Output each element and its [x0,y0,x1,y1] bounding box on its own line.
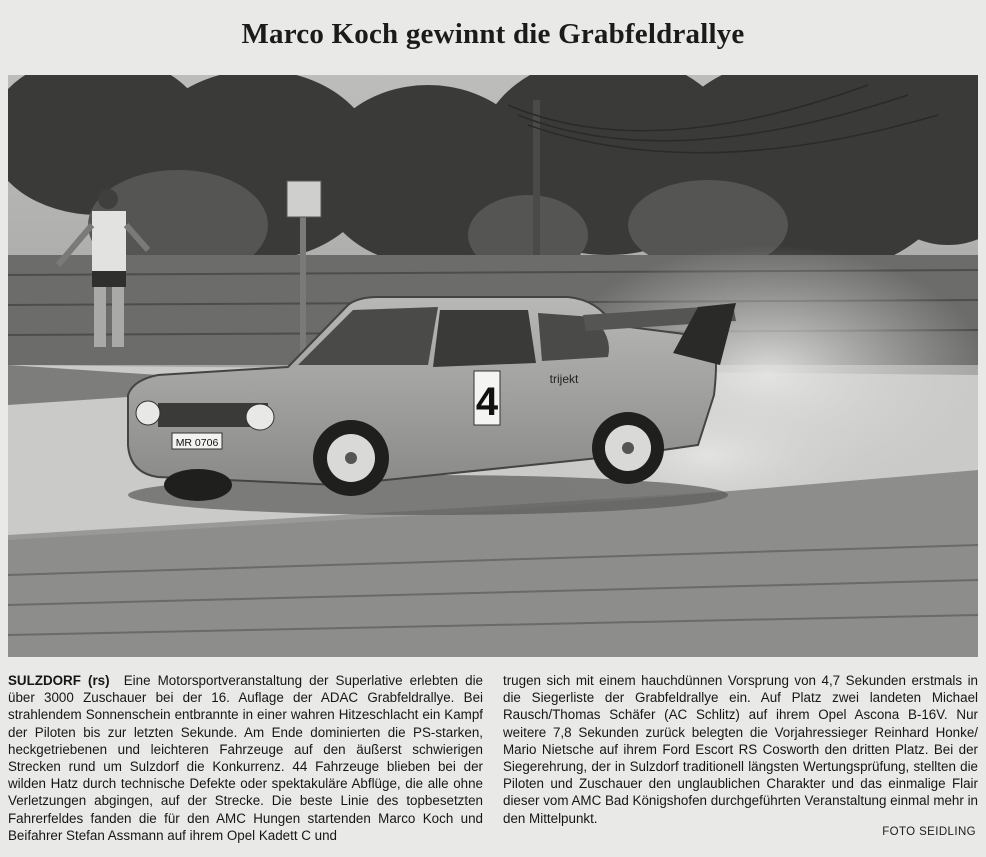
rally-car-photo [8,75,978,657]
article-text-left: Eine Motorsportveranstaltung der Superlative erlebten die über 3000 Zuschauer bei der 16. Auflage der ADAC Grabfeldrallye. Bei strahlendem Sonnenschein entbrannte in einer wahren Hitzeschlacht ein Kampf der Piloten bis zur letzten Sekunde. Am Ende dominierten die PS-starken, heckgetriebenen und leichteren Fahrzeuge auf den äußerst schwierigen Strecken rund um Sulzdorf die Konkurrenz. 44 Fahrzeuge blieben bei der wilden Hatz durch technische Defekte oder spektakuläre Abflüge, die alle ohne Verletzungen abgingen, auf der Strecke. Die beste Linie des topbesetzten Fahrerfeldes fanden die für den AMC Hungen startenden Marco Koch und Beifahrer Stefan Assmann auf ihrem Opel Kadett C und [8,673,483,843]
article-dateline: SULZDORF (rs) [8,673,110,688]
article-headline: Marco Koch gewinnt die Grabfeldrallye [241,18,745,50]
article-column-left [8,672,483,844]
sponsor-decal: trijekt [549,372,579,386]
article-column-right: trugen sich mit einem hauchdünnen Vorsprung von 4,7 Sekunden erstmals in die Siegerliste der Grabfeldrallye ein. Auf Platz zwei landeten Michael Rausch/Thomas Schäfer (AC Schlitz) auf ihrem Opel Ascona B-16V. Nur weitere 7,8 Sekunden zurück belegten die Vorjahressieger Reinhard Honke/ Mario Nietsche auf ihrem Ford Escort RS Cosworth den dritten Platz. Bei der Siegerehrung, der in Sulzdorf traditionell längsten Wertungsprüfung, stellten die Piloten und Zuschauer den unglaublichen Charakter und das einmalige Flair dieser vom AMC Bad Königshofen durchgeführten Veranstaltung einmal mehr in den Mittelpunkt. [503,673,978,826]
article-body [8,672,978,843]
photo-credit: FOTO SEIDLING [882,826,976,838]
car-start-number: 4 [475,380,499,424]
license-plate: MR 0706 [175,437,219,449]
